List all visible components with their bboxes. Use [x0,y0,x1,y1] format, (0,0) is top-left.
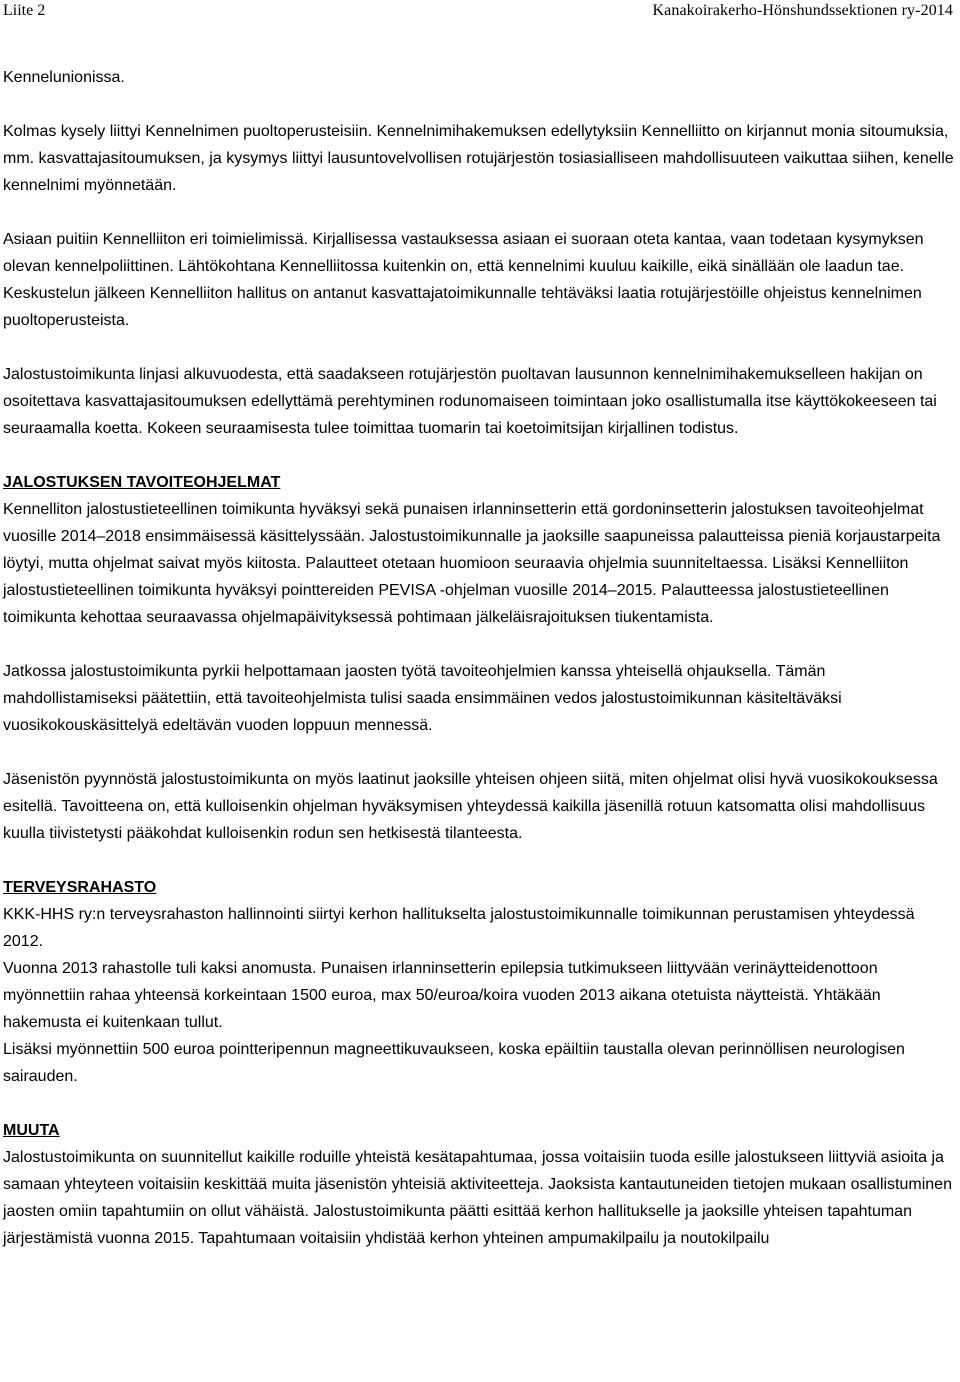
organization-year-label: Kanakoirakerho-Hönshundssektionen ry-2014 [652,2,953,19]
paragraph-joint-guidance: Jatkossa jalostustoimikunta pyrkii helpottamaan jaosten työtä tavoiteohjelmien kanssa yhteisellä ohjauksella. Tämän mahdollistamiseksi päätettiin, että tavoiteohjelmista tulisi saada ensimmäinen vedos jalostustoimikunnan käsiteltäväksi vuosikokouskäsittelyä edeltävän vuoden loppuun mennessä. [3,663,842,734]
page-header [3,0,953,26]
paragraph-kennelliitto-response: Asiaan puitiin Kennelliiton eri toimielimissä. Kirjallisessa vastauksessa asiaan ei suoraan oteta kantaa, vaan todetaan kysymyksen olevan kennelpoliittinen. Lähtökohtana Kennelliitossa kuitenkin on, että kennelnimi kuuluu kaikille, eikä sinällään ole laadun tae. Keskustelun jälkeen Kennelliiton hallitus on antanut kasvattajatoimikunnalle tehtäväksi laatia rotujärjestöille ohjeistus kennelnimen puoltoperusteista. [3,231,924,329]
section-heading-breeding-programs: JALOSTUKSEN TAVOITEOHJELMAT [3,474,281,491]
paragraph-kennelunionissa: Kennelunionissa. [3,69,125,86]
paragraph-presentation-guide: Jäsenistön pyynnöstä jalostustoimikunta on myös laatinut jaoksille yhteisen ohjeen siitä, miten ohjelmat olisi hyvä vuosikokouksessa esitellä. Tavoitteena on, että kulloisenkin ohjelman hyväksymisen yhteydessä kaikilla jäsenillä rotuun katsomatta olisi mahdollisuus kuulla tiivistetysti pääkohdat kulloisenkin rodun sen hetkisestä tilanteesta. [3,771,938,842]
document-body [3,64,956,1252]
paragraph-breeding-programs-approval: Kennelliton jalostustieteellinen toimikunta hyväksyi sekä punaisen irlanninsetterin että gordoninsetterin jalostuksen tavoiteohjelmat vuosille 2014–2018 ensimmäisessä käsittelyssään. Jalostustoimikunnalle ja jaoksille saapuneissa palautteissa pieniä korjaustarpeita löytyi, mutta ohjelmat saivat myös kiitosta. Palautteet otetaan huomioon seuraavia ohjelmia suunniteltaessa. Lisäksi Kennelliiton jalostustieteellinen toimikunta hyväksyi pointtereiden PEVISA -ohjelman vuosille 2014–2015. Palautteessa jalostustieteellinen toimikunta kehottaa seuraavassa ohjelmapäivityksessä pohtimaan jälkeläisrajoituksen tiukentamista. [3,501,941,626]
attachment-label: Liite 2 [3,2,46,19]
section-heading-health-fund: TERVEYSRAHASTO [3,879,157,896]
section-heading-other: MUUTA [3,1122,60,1139]
paragraph-kennel-name-survey: Kolmas kysely liittyi Kennelnimen puoltoperusteisiin. Kennelnimihakemuksen edellytyksiin Kennelliitto on kirjannut monia sitoumuksia, mm. kasvattajasitoumuksen, ja kysymys liittyi lausuntovelvollisen rotujärjestön tosiasialliseen mahdollisuuteen vaikuttaa siihen, kenelle kennelnimi myönnetään. [3,123,954,194]
paragraph-summer-event: Jalostustoimikunta on suunnitellut kaikille roduille yhteistä kesätapahtumaa, jossa voitaisiin tuoda esille jalostukseen liittyviä asioita ja samaan yhteyteen voitaisiin keskittää muita jäsenistön yhteisiä aktiviteetteja. Jaoksista kantautuneiden tietojen mukaan osallistuminen jaosten omiin tapahtumiin on ollut vähäistä. Jalostustoimikunta päätti esittää kerhon hallitukselle ja jaoksille yhteisen tapahtuman järjestämistä vuonna 2015. Tapahtumaan voitaisiin yhdistää kerhon yhteinen ampumakilpailu ja noutokilpailu [3,1149,952,1247]
paragraph-breeding-committee-policy: Jalostustoimikunta linjasi alkuvuodesta, että saadakseen rotujärjestön puoltavan lausunnon kennelnimihakemukselleen hakijan on osoitettava kasvattajasitoumuksen edellyttämä perehtyminen rodunomaiseen toimintaan joko osallistumalla itse käyttökokeeseen tai seuraamalla koetta. Kokeen seuraamisesta tulee toimittaa tuomarin tai koetoimitsijan kirjallinen todistus. [3,366,937,437]
paragraph-health-fund-applications: Vuonna 2013 rahastolle tuli kaksi anomusta. Punaisen irlanninsetterin epilepsia tutkimukseen liittyvään verinäytteidenottoon myönnettiin rahaa yhteensä korkeintaan 1500 euroa, max 50/euroa/koira vuoden 2013 aikana otetuista näytteistä. Yhtäkään hakemusta ei kuitenkaan tullut. [3,960,881,1031]
paragraph-health-fund-administration: KKK-HHS ry:n terveysrahaston hallinnointi siirtyi kerhon hallitukselta jalostustoimikunnalle toimikunnan perustamisen yhteydessä 2012. [3,906,915,950]
paragraph-mri-grant: Lisäksi myönnettiin 500 euroa pointteripennun magneettikuvaukseen, koska epäiltiin taustalla olevan perinnöllisen neurologisen sairauden. [3,1041,905,1085]
